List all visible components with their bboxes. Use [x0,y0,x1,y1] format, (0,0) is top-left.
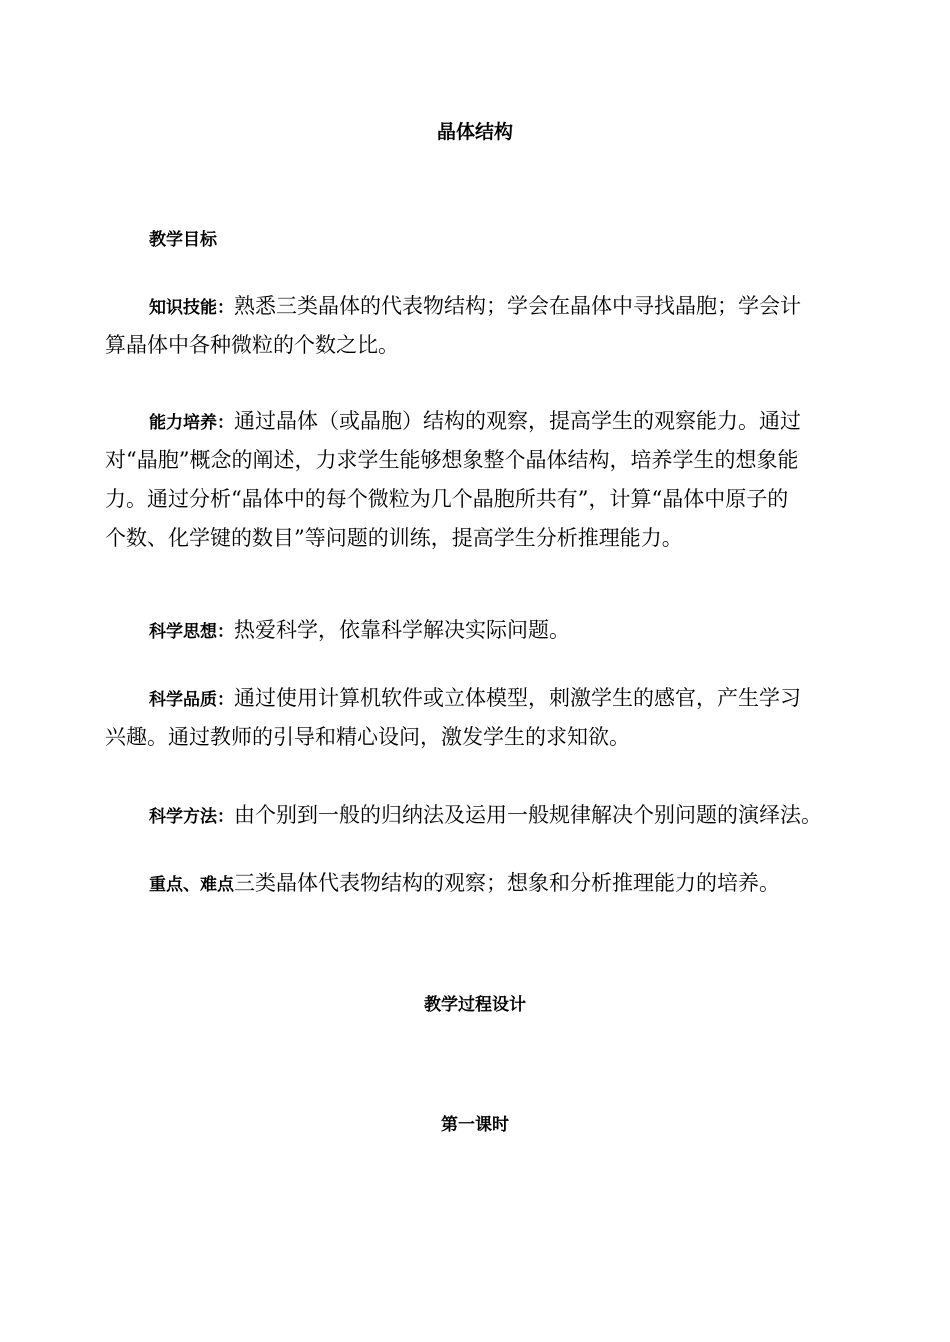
key-points-label: 重点、难点 [149,875,234,895]
quality-text-1: 通过使用计算机软件或立体模型，刺激学生的感官，产生学习 [234,686,801,710]
method-line-1 [105,796,850,835]
quality-paragraph [105,679,850,757]
knowledge-paragraph [105,287,850,365]
knowledge-line-1 [105,287,850,326]
thought-label: 科学思想： [149,622,234,642]
ability-line-3: 力。通过分析“晶体中的每个微粒为几个晶胞所共有”，计算“晶体中原子的 [105,487,789,511]
ability-line-1 [105,402,850,441]
key-points-line-1 [105,864,850,903]
document-title: 晶体结构 [436,121,513,143]
thought-paragraph [105,611,850,650]
objectives-heading: 教学目标 [149,230,217,250]
quality-label: 科学品质： [149,690,234,710]
lesson-heading: 第一课时 [441,1115,509,1135]
key-points-text-1: 三类晶体代表物结构的观察；想象和分析推理能力的培养。 [234,871,780,895]
ability-label: 能力培养： [149,413,234,433]
thought-text-1: 热爱科学，依靠科学解决实际问题。 [234,618,570,642]
method-paragraph [105,796,850,835]
ability-line-4: 个数、化学键的数目”等问题的训练，提高学生分析推理能力。 [105,526,683,550]
knowledge-line-2: 算晶体中各种微粒的个数之比。 [105,333,399,357]
quality-line-1 [105,679,850,718]
ability-paragraph [105,402,850,558]
knowledge-label: 知识技能： [149,298,234,318]
method-text-1: 由个别到一般的归纳法及运用一般规律解决个别问题的演绎法。 [234,803,822,827]
ability-line-2: 对“晶胞”概念的阐述，力求学生能够想象整个晶体结构，培养学生的想象能 [105,448,799,472]
knowledge-text-1: 熟悉三类晶体的代表物结构；学会在晶体中寻找晶胞；学会计 [234,294,801,318]
thought-line-1 [105,611,850,650]
quality-line-2: 兴趣。通过教师的引导和精心设问，激发学生的求知欲。 [105,725,630,749]
process-heading: 教学过程设计 [424,995,526,1015]
ability-text-1: 通过晶体（或晶胞）结构的观察，提高学生的观察能力。通过 [234,409,801,433]
method-label: 科学方法： [149,807,234,827]
key-points-paragraph [105,864,850,903]
